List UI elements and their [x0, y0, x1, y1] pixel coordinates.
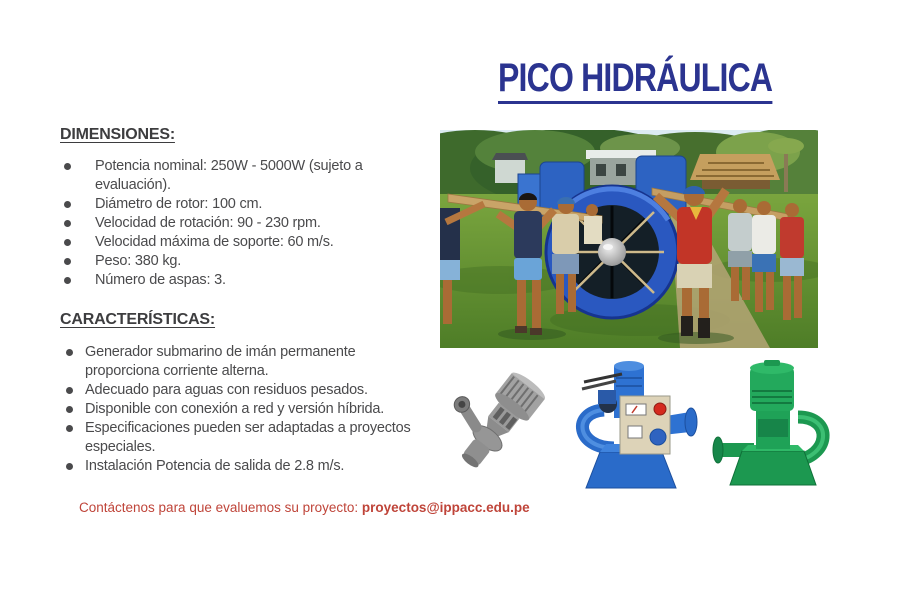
page-title-wrap [498, 58, 841, 104]
bullet-icon [66, 387, 73, 394]
bullet-icon [64, 201, 71, 208]
list-item [60, 195, 432, 214]
list-item-text: Instalación Potencia de salida de 2.8 m/s. [85, 458, 345, 474]
contact-text: Contáctenos para que evaluemos su proyecto: [79, 500, 362, 515]
list-item [60, 419, 432, 457]
list-item-text: Velocidad máxima de soporte: 60 m/s. [95, 234, 334, 250]
bullet-icon [66, 463, 73, 470]
control-panel [620, 396, 670, 454]
list-item-text: Especificaciones pueden ser adaptadas a proyectos especiales. [85, 420, 411, 455]
list-item [60, 157, 432, 195]
bullet-icon [64, 239, 71, 246]
list-item-text: Velocidad de rotación: 90 - 230 rpm. [95, 215, 321, 231]
product-blue-turbine [558, 356, 704, 490]
list-item [60, 233, 432, 252]
list-item-text: Adecuado para aguas con residuos pesados. [85, 382, 368, 398]
page-title: PICO HIDRÁULICA [498, 58, 772, 104]
bullet-icon [64, 163, 71, 170]
bullet-icon [64, 258, 71, 265]
bullet-icon [64, 220, 71, 227]
list-item [60, 400, 432, 419]
list-item-text: Diámetro de rotor: 100 cm. [95, 196, 263, 212]
list-item-text: Potencia nominal: 250W - 5000W (sujeto a evaluación). [95, 158, 363, 193]
list-item [60, 252, 432, 271]
product-gray-turbine-image [447, 363, 553, 479]
product-green-turbine-image [710, 359, 834, 487]
list-item-text: Número de aspas: 3. [95, 272, 226, 288]
list-item [60, 381, 432, 400]
dimensions-heading: DIMENSIONES: [60, 126, 175, 143]
list-item-text: Disponible con conexión a red y versión híbrida. [85, 401, 385, 417]
list-item-text: Generador submarino de imán permanente proporciona corriente alterna. [85, 344, 356, 379]
list-item [60, 343, 432, 381]
product-blue-turbine-image [558, 356, 704, 490]
field-photo-illustration [440, 130, 818, 348]
list-item [60, 457, 432, 476]
product-gray-turbine [447, 363, 553, 479]
list-item [60, 214, 432, 233]
bullet-icon [66, 425, 73, 432]
contact-email-link[interactable]: proyectos@ippacc.edu.pe [361, 500, 530, 515]
field-photo [440, 130, 818, 348]
list-item-text: Peso: 380 kg. [95, 253, 182, 269]
features-list [60, 343, 432, 476]
bullet-icon [64, 277, 71, 284]
bullet-icon [66, 406, 73, 413]
dimensions-list [60, 157, 432, 290]
features-heading: CARACTERÍSTICAS: [60, 311, 216, 328]
product-green-turbine [710, 359, 834, 487]
list-item [60, 271, 432, 290]
contact-line [79, 500, 530, 515]
bullet-icon [66, 349, 73, 356]
